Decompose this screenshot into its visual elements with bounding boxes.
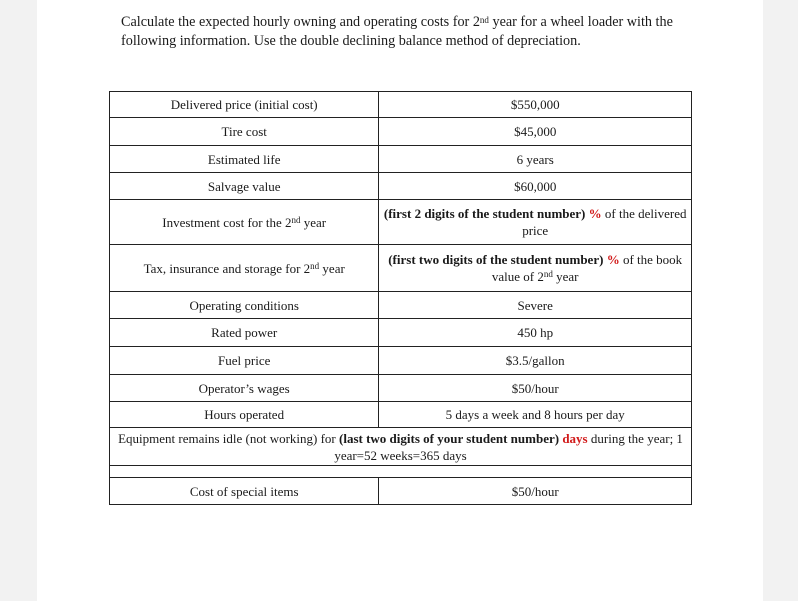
value-cell: $3.5/gallon [379, 347, 692, 375]
table-row [110, 92, 692, 118]
value-cell: Severe [379, 292, 692, 319]
label-cell: Tax, insurance and storage for 2nd year [110, 245, 379, 292]
gap-cell [110, 466, 692, 478]
table-row [110, 173, 692, 200]
value-cell: $50/hour [379, 375, 692, 402]
label-cell: Hours operated [110, 402, 379, 428]
label-cell: Operator’s wages [110, 375, 379, 402]
table-row [110, 118, 692, 146]
table-row [110, 375, 692, 402]
value-cell: 450 hp [379, 319, 692, 347]
label-cell: Salvage value [110, 173, 379, 200]
label-cell: Rated power [110, 319, 379, 347]
label-cell: Operating conditions [110, 292, 379, 319]
label-cell: Investment cost for the 2nd year [110, 200, 379, 245]
value-cell: (first 2 digits of the student number) % of the delivered price [379, 200, 692, 245]
idle-note-cell: Equipment remains idle (not working) for (last two digits of your student number) days during the year; 1 year=52 weeks=365 days [110, 428, 692, 466]
value-cell: 6 years [379, 146, 692, 173]
table-row-tax [110, 245, 692, 292]
table-row [110, 347, 692, 375]
label-cell: Fuel price [110, 347, 379, 375]
label-cell: Estimated life [110, 146, 379, 173]
table-row-idle [110, 428, 692, 466]
table-row-special [110, 478, 692, 505]
info-table [109, 91, 692, 505]
table-row [110, 319, 692, 347]
value-cell: $45,000 [379, 118, 692, 146]
value-cell: $60,000 [379, 173, 692, 200]
question-intro: Calculate the expected hourly owning and operating costs for 2nd year for a wheel loader with the following information. Use the double declining balance method of depreciation. [121, 14, 673, 49]
table-row [110, 292, 692, 319]
value-cell: $50/hour [379, 478, 692, 505]
value-cell: (first two digits of the student number) % of the book value of 2nd year [379, 245, 692, 292]
label-cell: Tire cost [110, 118, 379, 146]
table-row-investment [110, 200, 692, 245]
value-cell: $550,000 [379, 92, 692, 118]
table-row [110, 146, 692, 173]
label-cell: Delivered price (initial cost) [110, 92, 379, 118]
table-gap-row [110, 466, 692, 478]
value-cell: 5 days a week and 8 hours per day [379, 402, 692, 428]
label-cell: Cost of special items [110, 478, 379, 505]
table-row [110, 402, 692, 428]
